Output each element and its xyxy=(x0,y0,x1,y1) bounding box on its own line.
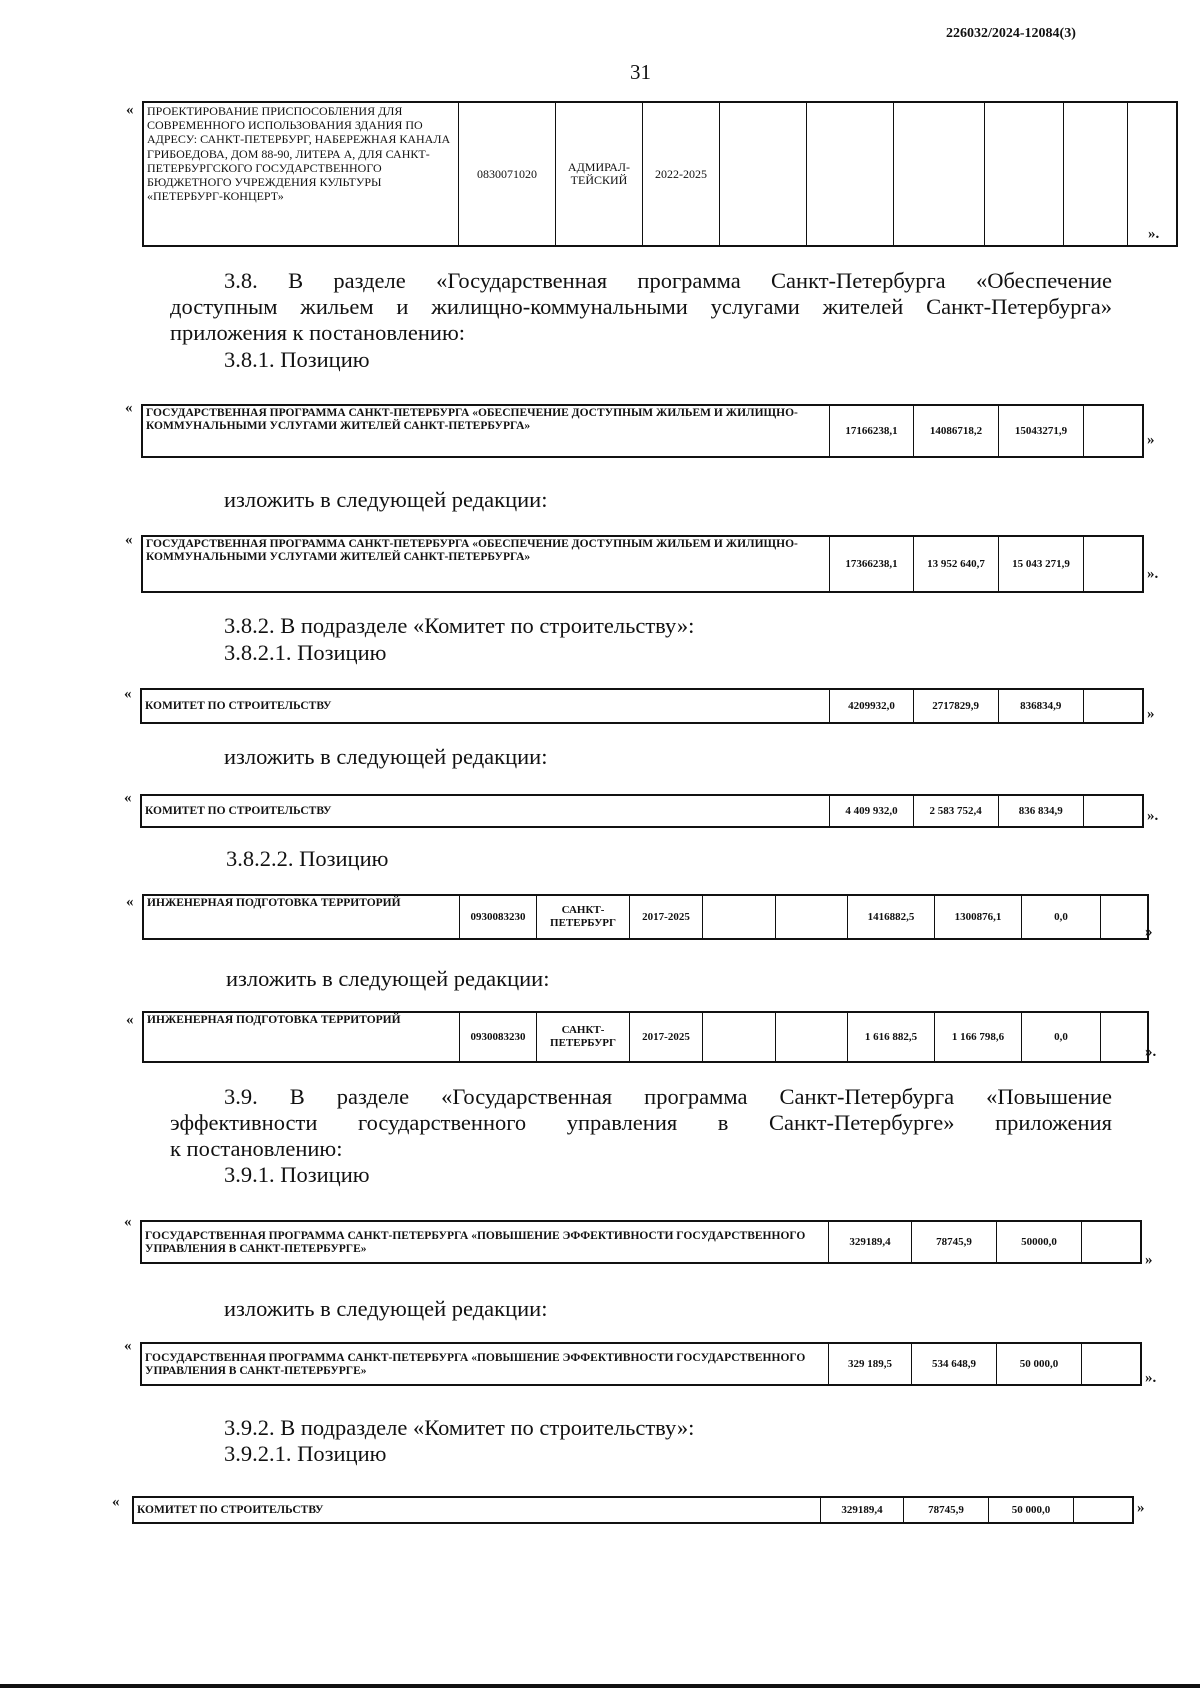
table-committee-3-9-old xyxy=(132,1496,1134,1524)
table-row xyxy=(142,536,1143,592)
value-cell: 1 616 882,5 xyxy=(848,1012,935,1062)
edit-label: изложить в следующей редакции: xyxy=(224,487,548,512)
value-cell: 329189,4 xyxy=(821,1497,904,1523)
section-3-8-line-3: приложения к постановлению: xyxy=(170,320,466,345)
word: разделе xyxy=(333,268,406,293)
empty-cell xyxy=(894,102,985,246)
page-number: 31 xyxy=(630,60,651,84)
close-quote: ». xyxy=(1148,226,1160,242)
value-cell: 78745,9 xyxy=(912,1221,997,1263)
word: 3.9. xyxy=(224,1084,258,1109)
value-cell xyxy=(1082,1343,1142,1385)
paragraph-3-9-1: 3.9.1. Позицию xyxy=(224,1162,370,1187)
value-cell: 2717829,9 xyxy=(913,689,998,723)
table-row xyxy=(143,1012,1148,1062)
close-quote: » xyxy=(1145,1252,1153,1268)
item-code: 0930083230 xyxy=(460,895,537,939)
empty-cell xyxy=(807,102,894,246)
value-cell: 1 166 798,6 xyxy=(935,1012,1022,1062)
empty-cell xyxy=(703,1012,776,1062)
item-code: 0930083230 xyxy=(460,1012,537,1062)
close-quote: » xyxy=(1147,432,1155,448)
table-committee-old xyxy=(140,688,1144,724)
item-name: ПРОЕКТИРОВАНИЕ ПРИСПОСОБЛЕНИЯ ДЛЯ СОВРЕМЕННОГО ИСПОЛЬЗОВАНИЯ ЗДАНИЯ ПО АДРЕСУ: САНКТ-ПЕТЕРБУРГ, НАБЕРЕЖНАЯ КАНАЛА ГРИБОЕДОВА, ДОМ 88-90, ЛИТЕРА А, ДЛЯ САНКТ-ПЕТЕРБУРГСКОГО ГОСУДАРСТВЕННОГО БЮДЖЕТНОГО УЧРЕЖДЕНИЯ КУЛЬТУРЫ «ПЕТЕРБУРГ-КОНЦЕРТ» xyxy=(143,102,459,246)
value-cell xyxy=(1083,795,1143,827)
empty-cell xyxy=(1101,895,1149,939)
word: приложения xyxy=(995,1110,1112,1135)
value-cell: 78745,9 xyxy=(904,1497,989,1523)
value-cell: 14086718,2 xyxy=(914,405,999,457)
table-row xyxy=(141,795,1143,827)
item-code: 0830071020 xyxy=(459,102,556,246)
item-period: 2022-2025 xyxy=(643,102,720,246)
value-cell xyxy=(1084,536,1144,592)
close-quote: » xyxy=(1137,1500,1145,1516)
item-name: ИНЖЕНЕРНАЯ ПОДГОТОВКА ТЕРРИТОРИЙ xyxy=(143,1012,460,1062)
value-cell: 836 834,9 xyxy=(998,795,1083,827)
empty-cell xyxy=(776,895,848,939)
table-row xyxy=(142,405,1143,457)
table-row xyxy=(143,895,1148,939)
table-gp-housing-new xyxy=(141,535,1144,593)
word: Санкт-Петербурге» xyxy=(768,1110,955,1135)
table-engineering-new xyxy=(142,1011,1149,1063)
value-cell: 50 000,0 xyxy=(989,1497,1074,1523)
value-cell xyxy=(1084,405,1144,457)
open-quote: « xyxy=(125,532,133,548)
value-cell: 836834,9 xyxy=(998,689,1083,723)
value-cell: 50 000,0 xyxy=(997,1343,1082,1385)
word: эффективности xyxy=(170,1110,318,1135)
value-cell: 329 189,5 xyxy=(829,1343,912,1385)
paragraph-3-9-2: 3.9.2. В подразделе «Комитет по строительству»: xyxy=(224,1415,695,1440)
value-cell: 15 043 271,9 xyxy=(999,536,1084,592)
word: Санкт-Петербурга xyxy=(779,1084,955,1109)
item-district: АДМИРАЛ-ТЕЙСКИЙ xyxy=(556,102,643,246)
word: управления xyxy=(566,1110,678,1135)
word: разделе xyxy=(336,1084,410,1109)
empty-cell xyxy=(1064,102,1128,246)
program-name: ГОСУДАРСТВЕННАЯ ПРОГРАММА САНКТ-ПЕТЕРБУРГА «ОБЕСПЕЧЕНИЕ ДОСТУПНЫМ ЖИЛЬЕМ И ЖИЛИЩНО-КОММУНАЛЬНЫМИ УСЛУГАМИ ЖИТЕЛЕЙ САНКТ-ПЕТЕРБУРГА» xyxy=(142,405,830,457)
close-quote: » xyxy=(1145,924,1153,940)
word: государственного xyxy=(357,1110,527,1135)
committee-name: КОМИТЕТ ПО СТРОИТЕЛЬСТВУ xyxy=(141,795,830,827)
table-gp-efficiency-old xyxy=(140,1220,1142,1264)
value-cell: 0,0 xyxy=(1022,895,1101,939)
empty-cell xyxy=(1101,1012,1149,1062)
empty-cell xyxy=(720,102,807,246)
word: «Государственная xyxy=(436,268,608,293)
paragraph-3-9-2-1: 3.9.2.1. Позицию xyxy=(224,1441,387,1466)
open-quote: « xyxy=(124,1214,132,1230)
open-quote: « xyxy=(124,1338,132,1354)
open-quote: « xyxy=(125,400,133,416)
word: программа xyxy=(637,268,741,293)
program-name: ГОСУДАРСТВЕННАЯ ПРОГРАММА САНКТ-ПЕТЕРБУРГА «ОБЕСПЕЧЕНИЕ ДОСТУПНЫМ ЖИЛЬЕМ И ЖИЛИЩНО-КОММУНАЛЬНЫМИ УСЛУГАМИ ЖИТЕЛЕЙ САНКТ-ПЕТЕРБУРГА» xyxy=(142,536,830,592)
word: «Государственная xyxy=(441,1084,613,1109)
section-3-9-line-1 xyxy=(224,1084,1112,1110)
item-district: САНКТ-ПЕТЕРБУРГ xyxy=(537,1012,630,1062)
table-row xyxy=(133,1497,1133,1523)
close-quote: ». xyxy=(1145,1370,1157,1386)
value-cell: 1416882,5 xyxy=(848,895,935,939)
word: «Обеспечение xyxy=(975,268,1112,293)
table-gp-efficiency-new xyxy=(140,1342,1142,1386)
open-quote: « xyxy=(126,102,134,118)
value-cell: 4209932,0 xyxy=(830,689,913,723)
program-name: ГОСУДАРСТВЕННАЯ ПРОГРАММА САНКТ-ПЕТЕРБУРГА «ПОВЫШЕНИЕ ЭФФЕКТИВНОСТИ ГОСУДАРСТВЕННОГО УПРАВЛЕНИЯ В САНКТ-ПЕТЕРБУРГЕ» xyxy=(141,1343,829,1385)
edit-label: изложить в следующей редакции: xyxy=(224,744,548,769)
edit-label: изложить в следующей редакции: xyxy=(226,966,550,991)
item-name: ИНЖЕНЕРНАЯ ПОДГОТОВКА ТЕРРИТОРИЙ xyxy=(143,895,460,939)
empty-cell xyxy=(1128,102,1178,246)
table-row xyxy=(143,102,1177,246)
close-quote: ». xyxy=(1145,1044,1157,1060)
value-cell: 17166238,1 xyxy=(830,405,914,457)
paragraph-3-8-2-2: 3.8.2.2. Позицию xyxy=(226,846,389,871)
value-cell xyxy=(1074,1497,1134,1523)
item-district: САНКТ-ПЕТЕРБУРГ xyxy=(537,895,630,939)
value-cell: 329189,4 xyxy=(829,1221,912,1263)
edit-label: изложить в следующей редакции: xyxy=(224,1296,548,1321)
word: В xyxy=(289,1084,305,1109)
close-quote: ». xyxy=(1147,566,1159,582)
committee-name: КОМИТЕТ ПО СТРОИТЕЛЬСТВУ xyxy=(141,689,830,723)
paragraph-3-8-2: 3.8.2. В подразделе «Комитет по строительству»: xyxy=(224,613,695,638)
open-quote: « xyxy=(112,1494,120,1510)
committee-name: КОМИТЕТ ПО СТРОИТЕЛЬСТВУ xyxy=(133,1497,821,1523)
paragraph-3-8-1: 3.8.1. Позицию xyxy=(224,347,370,372)
value-cell: 50000,0 xyxy=(997,1221,1082,1263)
word: программа xyxy=(644,1084,748,1109)
word: Санкт-Петербурга xyxy=(771,268,946,293)
word: в xyxy=(717,1110,729,1135)
section-3-8-line-1 xyxy=(224,268,1112,294)
word: В xyxy=(288,268,304,293)
table-row xyxy=(141,1343,1141,1385)
empty-cell xyxy=(776,1012,848,1062)
open-quote: « xyxy=(126,894,134,910)
section-3-8-line-2: доступным жильем и жилищно-коммунальными услугами жителей Санкт-Петербурга» xyxy=(170,294,1112,319)
table-gp-housing-old xyxy=(141,404,1144,458)
paragraph-3-8-2-1: 3.8.2.1. Позицию xyxy=(224,640,387,665)
value-cell xyxy=(1083,689,1143,723)
value-cell: 2 583 752,4 xyxy=(913,795,998,827)
table-committee-new xyxy=(140,794,1144,828)
table-project-item xyxy=(142,101,1178,247)
scan-bottom-edge xyxy=(0,1684,1200,1688)
value-cell: 534 648,9 xyxy=(912,1343,997,1385)
table-row xyxy=(141,1221,1141,1263)
close-quote: » xyxy=(1147,706,1155,722)
close-quote: ». xyxy=(1147,808,1159,824)
document-registration-number: 226032/2024-12084(3) xyxy=(946,26,1076,41)
word: 3.8. xyxy=(224,268,258,293)
value-cell: 1300876,1 xyxy=(935,895,1022,939)
open-quote: « xyxy=(124,686,132,702)
section-3-9-line-2 xyxy=(170,1110,1112,1136)
table-engineering-old xyxy=(142,894,1149,940)
value-cell: 4 409 932,0 xyxy=(830,795,913,827)
value-cell: 17366238,1 xyxy=(830,536,914,592)
value-cell: 0,0 xyxy=(1022,1012,1101,1062)
open-quote: « xyxy=(126,1012,134,1028)
program-name: ГОСУДАРСТВЕННАЯ ПРОГРАММА САНКТ-ПЕТЕРБУРГА «ПОВЫШЕНИЕ ЭФФЕКТИВНОСТИ ГОСУДАРСТВЕННОГО УПРАВЛЕНИЯ В САНКТ-ПЕТЕРБУРГЕ» xyxy=(141,1221,829,1263)
item-period: 2017-2025 xyxy=(630,895,703,939)
empty-cell xyxy=(985,102,1064,246)
table-row xyxy=(141,689,1143,723)
word: «Повышение xyxy=(986,1084,1112,1109)
open-quote: « xyxy=(124,790,132,806)
section-3-9-line-3: к постановлению: xyxy=(170,1136,343,1161)
value-cell: 15043271,9 xyxy=(999,405,1084,457)
value-cell xyxy=(1082,1221,1142,1263)
empty-cell xyxy=(703,895,776,939)
value-cell: 13 952 640,7 xyxy=(914,536,999,592)
item-period: 2017-2025 xyxy=(630,1012,703,1062)
